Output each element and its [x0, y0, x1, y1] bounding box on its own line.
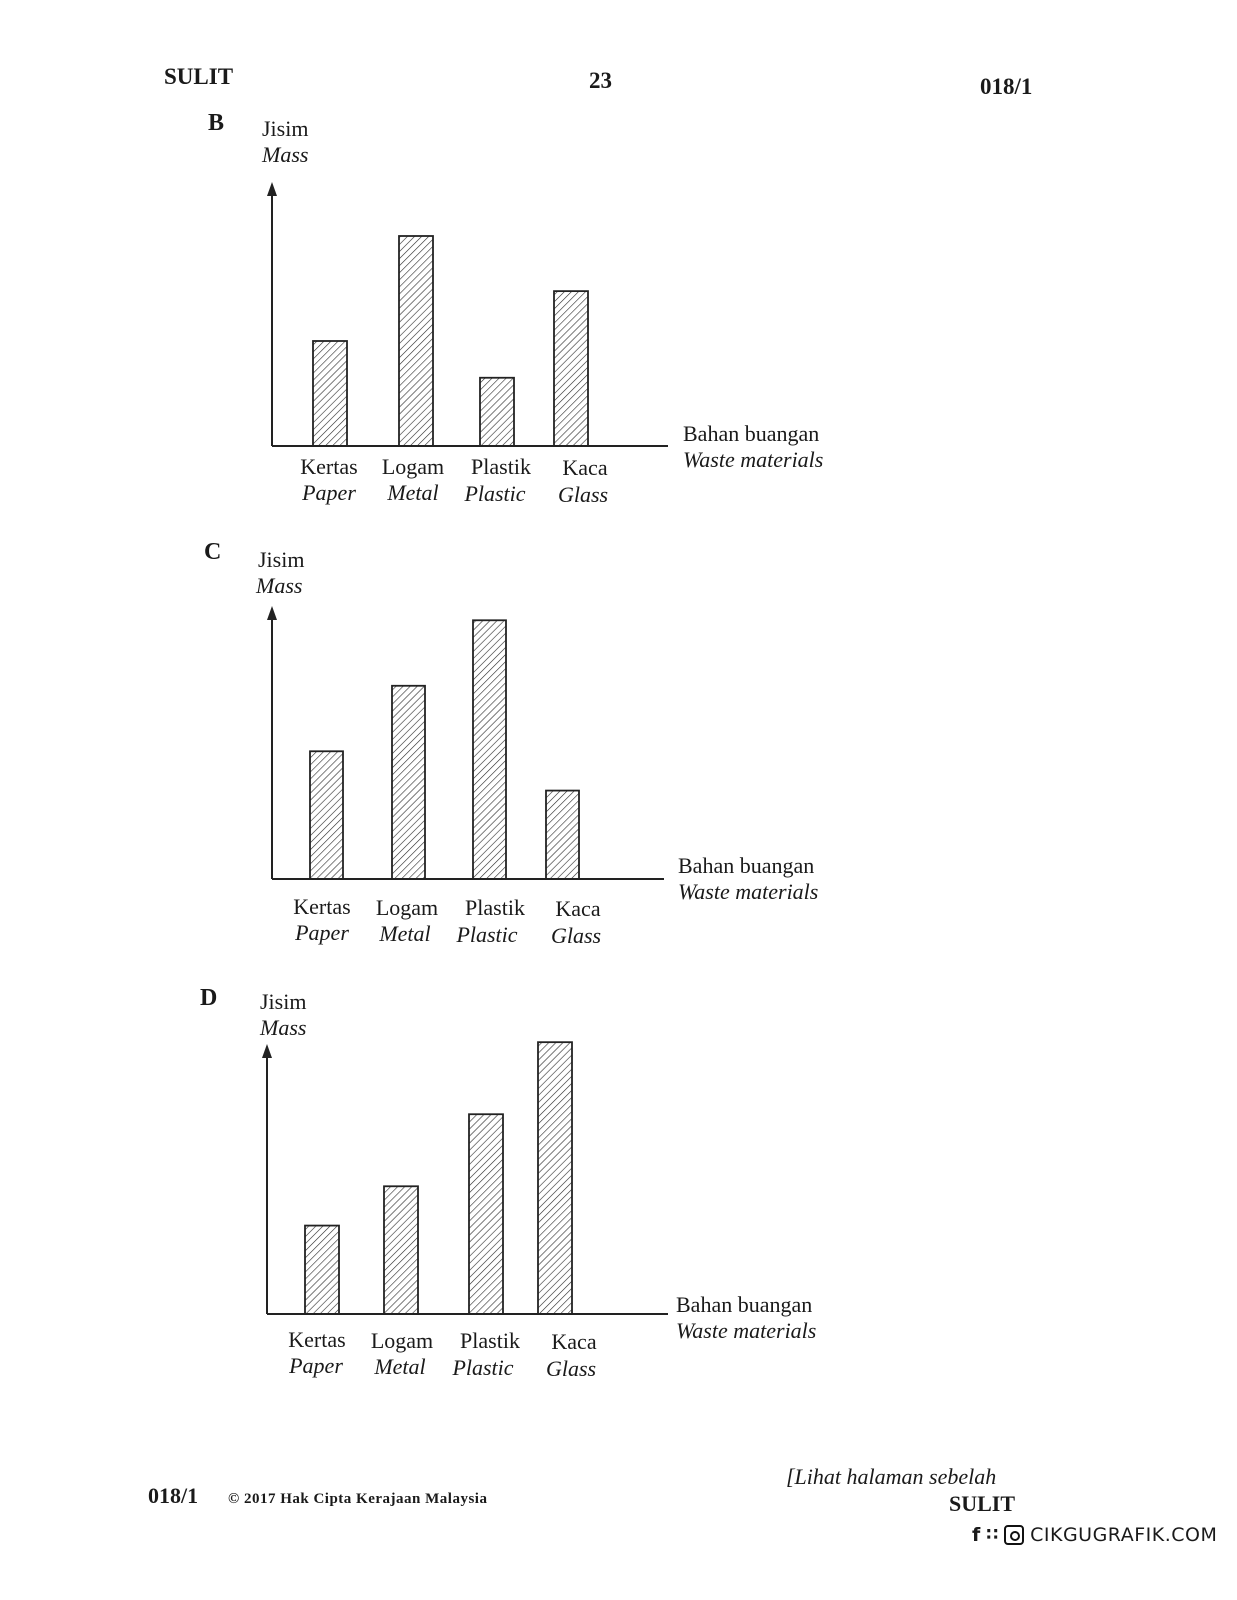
x-axis-title: Bahan buangan	[678, 853, 815, 878]
facebook-icon: f	[972, 1524, 981, 1546]
x-axis-title-english: Waste materials	[678, 879, 819, 904]
option-letter: D	[200, 985, 218, 1011]
category-label: Logam	[381, 454, 445, 479]
y-axis-title-english: Mass	[262, 142, 309, 167]
footer-paper-code: 018/1	[148, 1483, 199, 1508]
watermark	[972, 1524, 1217, 1546]
page-number: 23	[589, 68, 612, 93]
rss-icon: ∷	[986, 1525, 999, 1545]
category-label: Plastik	[460, 1328, 520, 1353]
category-label: Kaca	[551, 1329, 597, 1354]
category-label-english: Paper	[295, 920, 349, 945]
category-label: Kaca	[562, 455, 608, 480]
watermark-text: CIKGUGRAFIK.COM	[1030, 1524, 1218, 1546]
paper-code: 018/1	[980, 74, 1033, 99]
category-label-english: Glass	[557, 482, 609, 507]
option-letter: B	[208, 110, 225, 136]
category-label: Kaca	[555, 896, 601, 921]
category-label: Plastik	[465, 895, 525, 920]
category-label-english: Plastic	[464, 481, 526, 506]
bar-kertas	[305, 1226, 339, 1314]
header-sulit: SULIT	[164, 64, 234, 89]
category-label: Kertas	[288, 1327, 346, 1352]
category-label-english: Metal	[379, 921, 431, 946]
y-axis-title: Jisim	[260, 989, 307, 1014]
category-label: Kertas	[293, 894, 351, 919]
category-label: Logam	[375, 895, 439, 920]
x-axis-title: Bahan buangan	[683, 421, 820, 446]
bar-kaca	[538, 1042, 572, 1314]
category-label-english: Plastic	[456, 922, 518, 947]
category-label: Plastik	[471, 454, 531, 479]
x-axis-title-english: Waste materials	[676, 1318, 817, 1343]
category-label: Kertas	[300, 454, 358, 479]
option-letter: C	[204, 539, 222, 565]
y-axis-title-english: Mass	[256, 573, 303, 598]
category-label-english: Paper	[302, 480, 356, 505]
category-label-english: Plastic	[452, 1355, 514, 1380]
instagram-icon	[1004, 1525, 1024, 1545]
category-label-english: Glass	[550, 923, 602, 948]
y-axis-title: Jisim	[262, 116, 309, 141]
category-label-english: Metal	[374, 1354, 426, 1379]
category-label: Logam	[370, 1328, 434, 1353]
footer-sulit: SULIT	[949, 1491, 1016, 1516]
category-label-english: Glass	[545, 1356, 597, 1381]
category-label-english: Metal	[387, 480, 439, 505]
x-axis-title: Bahan buangan	[676, 1292, 813, 1317]
footer-copyright: © 2017 Hak Cipta Kerajaan Malaysia	[228, 1491, 488, 1507]
y-axis-title-english: Mass	[260, 1015, 307, 1040]
x-axis-title-english: Waste materials	[683, 447, 824, 472]
category-label-english: Paper	[289, 1353, 343, 1378]
y-axis-title: Jisim	[258, 547, 305, 572]
y-axis-arrow	[262, 1044, 272, 1058]
bar-plastik	[469, 1114, 503, 1314]
footer-next-page-note: [Lihat halaman sebelah	[786, 1464, 997, 1489]
bar-logam	[384, 1186, 418, 1314]
